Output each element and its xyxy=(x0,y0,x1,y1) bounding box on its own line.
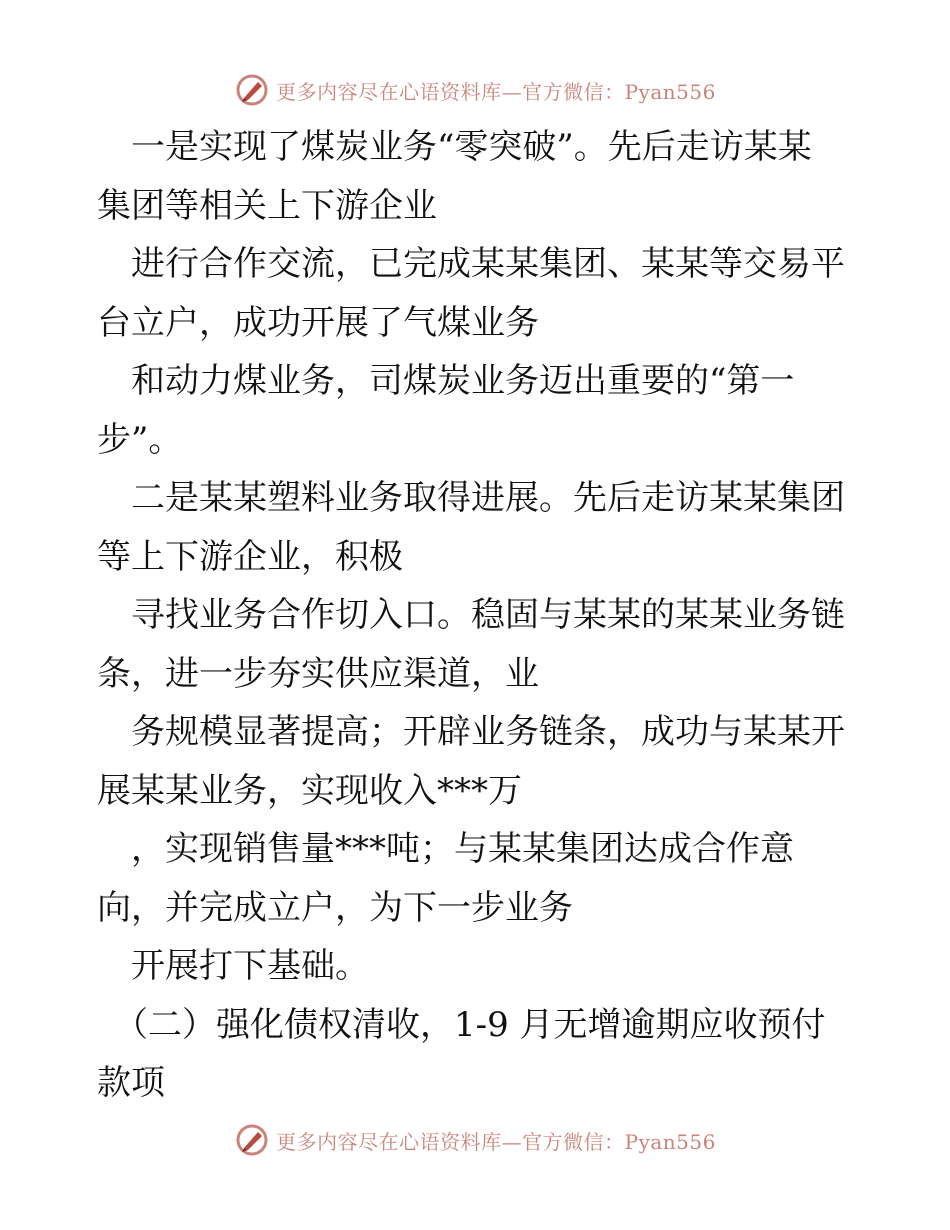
pen-logo-icon xyxy=(234,72,270,108)
text-line: 条，进一步夯实供应渠道，业 xyxy=(97,653,539,694)
text-line: 展某某业务，实现收入***万 xyxy=(97,770,522,811)
text-line: 寻找业务合作切入口。稳固与某某的某某业务链 xyxy=(97,595,845,635)
text-line: （二）强化债权清收，1-9 月无增逾期应收预付 xyxy=(97,1004,826,1045)
text-line: 款项 xyxy=(97,1063,165,1103)
text-line: 二是某某塑料业务取得进展。先后走访某某集团 xyxy=(97,478,845,518)
text-line: 集团等相关上下游企业 xyxy=(97,185,437,226)
footer-watermark-banner xyxy=(0,1120,950,1160)
text-line: 一是实现了煤炭业务“零突破”。先后走访某某 xyxy=(97,127,812,167)
watermark-text: 更多内容尽在心语资料库—官方微信：Pyan556 xyxy=(276,1129,716,1154)
text-line: 台立户，成功开展了气煤业务 xyxy=(97,302,539,343)
text-line: 步”。 xyxy=(97,419,183,460)
text-line: 等上下游企业，积极 xyxy=(97,536,403,577)
text-line: 进行合作交流，已完成某某集团、某某等交易平 xyxy=(97,244,845,284)
text-line: 和动力煤业务，司煤炭业务迈出重要的“第一 xyxy=(97,361,795,401)
header-watermark-banner xyxy=(0,70,950,110)
text-line: 向，并完成立户，为下一步业务 xyxy=(97,887,573,928)
pen-logo-icon xyxy=(234,1122,270,1158)
text-line: ，实现销售量***吨；与某某集团达成合作意 xyxy=(97,829,794,869)
watermark-text: 更多内容尽在心语资料库—官方微信：Pyan556 xyxy=(276,79,716,104)
text-line: 务规模显著提高；开辟业务链条，成功与某某开 xyxy=(97,712,845,752)
document-body xyxy=(97,118,857,1113)
text-line: 开展打下基础。 xyxy=(97,946,369,986)
